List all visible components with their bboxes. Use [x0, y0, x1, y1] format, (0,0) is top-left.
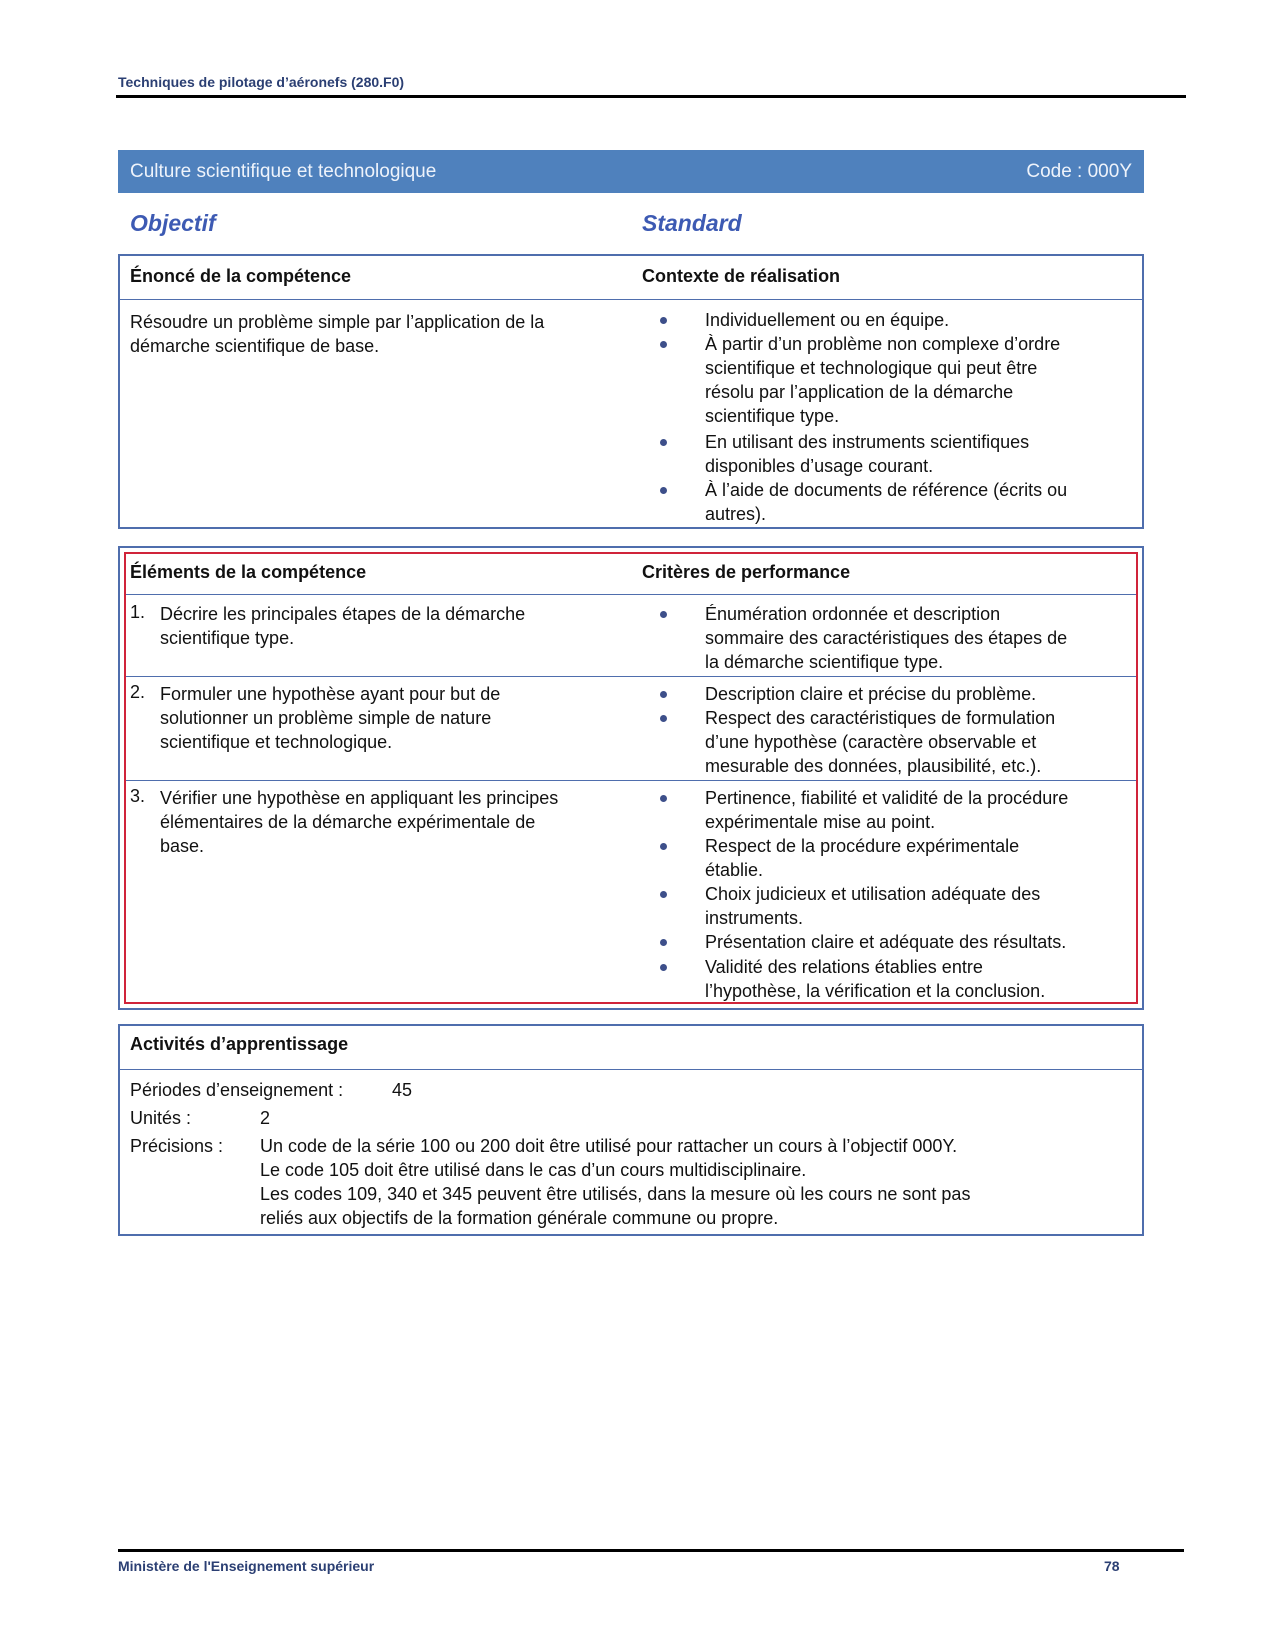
- bullet-icon: [660, 439, 667, 446]
- element-text: [160, 786, 650, 858]
- objectif-label: Objectif: [130, 210, 216, 236]
- criterion-line: Choix judicieux et utilisation adéquate des: [705, 884, 1041, 904]
- precision-line: Les codes 109, 340 et 345 peuvent être utilisés, dans la mesure où les cours ne sont pas: [260, 1184, 971, 1204]
- criterion-line: instruments.: [705, 908, 804, 928]
- criterion: [705, 930, 1125, 954]
- periodes-value: 45: [392, 1080, 413, 1100]
- bullet-icon: [660, 691, 667, 698]
- competency-title: Culture scientifique et technologique: [130, 160, 437, 182]
- footer-ministry: Ministère de l'Enseignement supérieur: [118, 1558, 375, 1574]
- criterion-line: l’hypothèse, la vérification et la conclusion.: [705, 981, 1046, 1001]
- bullet-icon: [660, 611, 667, 618]
- element-text: [160, 682, 640, 754]
- context-line: scientifique type.: [705, 406, 840, 426]
- context-line: disponibles d’usage courant.: [705, 456, 934, 476]
- activites-panel: [118, 1024, 1144, 1236]
- context-line: Individuellement ou en équipe.: [705, 310, 950, 330]
- criterion-line: Présentation claire et adéquate des résultats.: [705, 932, 1067, 952]
- page-number: 78: [1104, 1558, 1120, 1574]
- unites-label: Unités :: [130, 1108, 192, 1128]
- criteria-heading: Critères de performance: [642, 562, 851, 582]
- element-line: Décrire les principales étapes de la démarche: [160, 604, 526, 624]
- enonce-heading: Énoncé de la compétence: [130, 266, 352, 286]
- precisions-text: [260, 1134, 1140, 1230]
- context-line: À l’aide de documents de référence (écrits ou: [705, 480, 1068, 500]
- criterion-line: Pertinence, fiabilité et validité de la procédure: [705, 788, 1069, 808]
- precision-line: Le code 105 doit être utilisé dans le cas d’un cours multidisciplinaire.: [260, 1160, 807, 1180]
- element-number: 2.: [130, 682, 146, 702]
- activites-heading: Activités d’apprentissage: [130, 1034, 349, 1054]
- context-line: résolu par l’application de la démarche: [705, 382, 1014, 402]
- context-item: [660, 332, 1140, 428]
- criterion-line: expérimentale mise au point.: [705, 812, 936, 832]
- criterion: [705, 706, 1125, 778]
- element-text: [160, 602, 640, 650]
- elements-panel: [118, 546, 1144, 1010]
- statement-line: démarche scientifique de base.: [130, 336, 380, 356]
- footer-rule: [118, 1549, 1184, 1552]
- header-rule: [116, 95, 1186, 98]
- element-number: 1.: [130, 602, 146, 622]
- bullet-icon: [660, 715, 667, 722]
- context-line: En utilisant des instruments scientifiques: [705, 432, 1030, 452]
- bullet-icon: [660, 964, 667, 971]
- bullet-icon: [660, 939, 667, 946]
- context-line: scientifique et technologique qui peut être: [705, 358, 1038, 378]
- context-line: autres).: [705, 504, 767, 524]
- precision-line: reliés aux objectifs de la formation générale commune ou propre.: [260, 1208, 779, 1228]
- contexte-heading: Contexte de réalisation: [642, 266, 841, 286]
- row-divider: [126, 676, 1136, 677]
- enonce-panel: [118, 254, 1144, 529]
- precisions-label: Précisions :: [130, 1136, 224, 1156]
- element-line: base.: [160, 836, 205, 856]
- context-item: [660, 430, 1140, 478]
- criterion-line: Énumération ordonnée et description: [705, 604, 1001, 624]
- row-divider: [120, 1069, 1142, 1070]
- element-line: scientifique et technologique.: [160, 732, 393, 752]
- standard-label: Standard: [642, 210, 742, 236]
- running-header: Techniques de pilotage d’aéronefs (280.F0): [118, 74, 405, 90]
- element-line: scientifique type.: [160, 628, 295, 648]
- criterion-line: mesurable des données, plausibilité, etc.).: [705, 756, 1042, 776]
- periodes-label: Périodes d’enseignement :: [130, 1080, 344, 1100]
- criterion-line: Description claire et précise du problème.: [705, 684, 1037, 704]
- element-line: Vérifier une hypothèse en appliquant les principes: [160, 788, 559, 808]
- row-divider: [120, 299, 1142, 300]
- context-item: [660, 478, 1140, 526]
- row-divider: [126, 594, 1136, 595]
- bullet-icon: [660, 891, 667, 898]
- criterion-line: Respect de la procédure expérimentale: [705, 836, 1020, 856]
- elements-table: [124, 552, 1138, 1004]
- context-line: À partir d’un problème non complexe d’ordre: [705, 334, 1061, 354]
- criterion: [705, 682, 1125, 706]
- element-line: élémentaires de la démarche expérimentale de: [160, 812, 536, 832]
- row-divider: [126, 780, 1136, 781]
- precision-line: Un code de la série 100 ou 200 doit être utilisé pour rattacher un cours à l’objectif 000Y.: [260, 1136, 958, 1156]
- element-line: Formuler une hypothèse ayant pour but de: [160, 684, 501, 704]
- bullet-icon: [660, 317, 667, 324]
- competency-title-bar: [118, 150, 1144, 193]
- criterion-line: établie.: [705, 860, 764, 880]
- element-line: solutionner un problème simple de nature: [160, 708, 492, 728]
- criterion: [705, 602, 1125, 674]
- criterion-line: d’une hypothèse (caractère observable et: [705, 732, 1037, 752]
- criterion-line: Validité des relations établies entre: [705, 957, 983, 977]
- bullet-icon: [660, 795, 667, 802]
- bullet-icon: [660, 843, 667, 850]
- criterion-line: la démarche scientifique type.: [705, 652, 944, 672]
- statement-line: Résoudre un problème simple par l’application de la: [130, 312, 545, 332]
- competency-code: Code : 000Y: [1026, 160, 1132, 182]
- criterion-line: Respect des caractéristiques de formulation: [705, 708, 1056, 728]
- unites-value: 2: [260, 1108, 271, 1128]
- bullet-icon: [660, 341, 667, 348]
- context-item: [660, 308, 1140, 332]
- criterion: [705, 834, 1125, 882]
- criterion-line: sommaire des caractéristiques des étapes de: [705, 628, 1068, 648]
- competency-statement: [130, 310, 630, 358]
- criterion: [705, 955, 1125, 1003]
- criterion: [705, 786, 1125, 834]
- element-number: 3.: [130, 786, 146, 806]
- bullet-icon: [660, 487, 667, 494]
- criterion: [705, 882, 1125, 930]
- elements-heading: Éléments de la compétence: [130, 562, 367, 582]
